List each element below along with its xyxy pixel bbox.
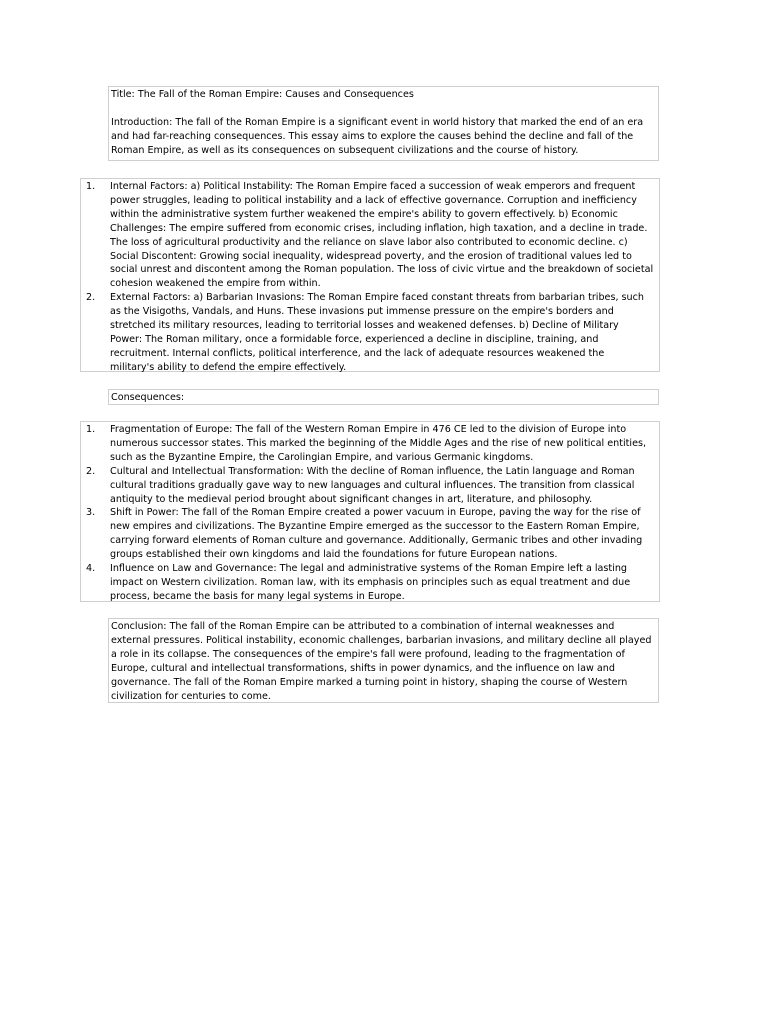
introduction-paragraph: Introduction: The fall of the Roman Empire is a significant event in world history that marked the end of an era and had far-reaching consequences. This essay aims to explore the causes behind the decline and fall of the Roman Empire, as well as its consequences on subsequent civilizations and the course of history. <box>111 116 644 156</box>
list-item-text: Shift in Power: The fall of the Roman Empire created a power vacuum in Europe, paving the way for the rise of new empires and civilizations. The Byzantine Empire emerged as the successor to the Eastern Roman Empire, carrying forward elements of Roman culture and governance. Additionally, Germanic tribes and other invading groups established their own kingdoms and laid the foundations for future European nations. <box>110 507 643 561</box>
consequences-heading: Consequences: <box>111 392 185 403</box>
list-item <box>81 180 659 291</box>
list-item <box>81 562 651 604</box>
list-number: 3. <box>86 507 96 519</box>
conclusion-box <box>108 618 659 703</box>
list-item-text: Internal Factors: a) Political Instability: The Roman Empire faced a succession of weak emperors and frequent power struggles, leading to political instability and a lack of effective governance. Corruption and inefficiency within the administrative system further weakened the empire's ability to govern effectively. b) Economic Challenges: The empire suffered from economic crises, including inflation, high taxation, and a decline in trade. The loss of agricultural productivity and the reliance on slave labor also contributed to economic decline. c) Social Discontent: Growing social inequality, widespread poverty, and the erosion of traditional values led to social unrest and discontent among the Roman population. The loss of civic virtue and the breakdown of societal cohesion weakened the empire from within. <box>110 181 654 290</box>
causes-list <box>80 178 660 372</box>
list-item-text: Fragmentation of Europe: The fall of the Western Roman Empire in 476 CE led to the division of Europe into numerous successor states. This marked the beginning of the Middle Ages and the rise of new political entities, such as the Byzantine Empire, the Carolingian Empire, and various Germanic kingdoms. <box>110 424 647 463</box>
list-item-text: Influence on Law and Governance: The legal and administrative systems of the Roman Empire left a lasting impact on Western civilization. Roman law, with its emphasis on principles such as equal treatment and due process, became the basis for many legal systems in Europe. <box>110 563 631 602</box>
document-title: Title: The Fall of the Roman Empire: Causes and Consequences <box>111 89 414 100</box>
list-item-text: External Factors: a) Barbarian Invasions: The Roman Empire faced constant threats from barbarian tribes, such as the Visigoths, Vandals, and Huns. These invasions put immense pressure on the empire's borders and stretched its military resources, leading to territorial losses and weakened defenses. b) Decline of Military Power: The Roman military, once a formidable force, experienced a decline in discipline, training, and recruitment. Internal conflicts, political interference, and the lack of adequate resources weakened the military's ability to defend the empire effectively. <box>110 292 644 373</box>
consequences-heading-box <box>108 389 659 405</box>
list-number: 4. <box>86 563 96 575</box>
consequences-list <box>80 421 660 602</box>
list-item <box>81 423 651 465</box>
conclusion-paragraph: Conclusion: The fall of the Roman Empire can be attributed to a combination of internal weaknesses and external pressures. Political instability, economic challenges, barbarian invasions, and military decline all played a role in its collapse. The consequences of the empire's fall were profound, leading to the fragmentation of Europe, cultural and intellectual transformations, shifts in power dynamics, and the influence on law and governance. The fall of the Roman Empire marked a turning point in history, shaping the course of Western civilization for centuries to come. <box>111 621 652 702</box>
list-number: 2. <box>86 465 96 477</box>
list-item <box>81 291 659 374</box>
list-item <box>81 465 651 507</box>
list-item-text: Cultural and Intellectual Transformation: With the decline of Roman influence, the Latin language and Roman cultural traditions gradually gave way to new languages and cultural influences. The transition from classical antiquity to the medieval period brought about significant changes in art, literature, and philosophy. <box>110 465 635 505</box>
list-item <box>81 506 651 562</box>
list-number: 1. <box>86 181 96 192</box>
intro-box <box>108 86 659 161</box>
list-number: 2. <box>86 292 96 304</box>
list-number: 1. <box>86 424 96 435</box>
